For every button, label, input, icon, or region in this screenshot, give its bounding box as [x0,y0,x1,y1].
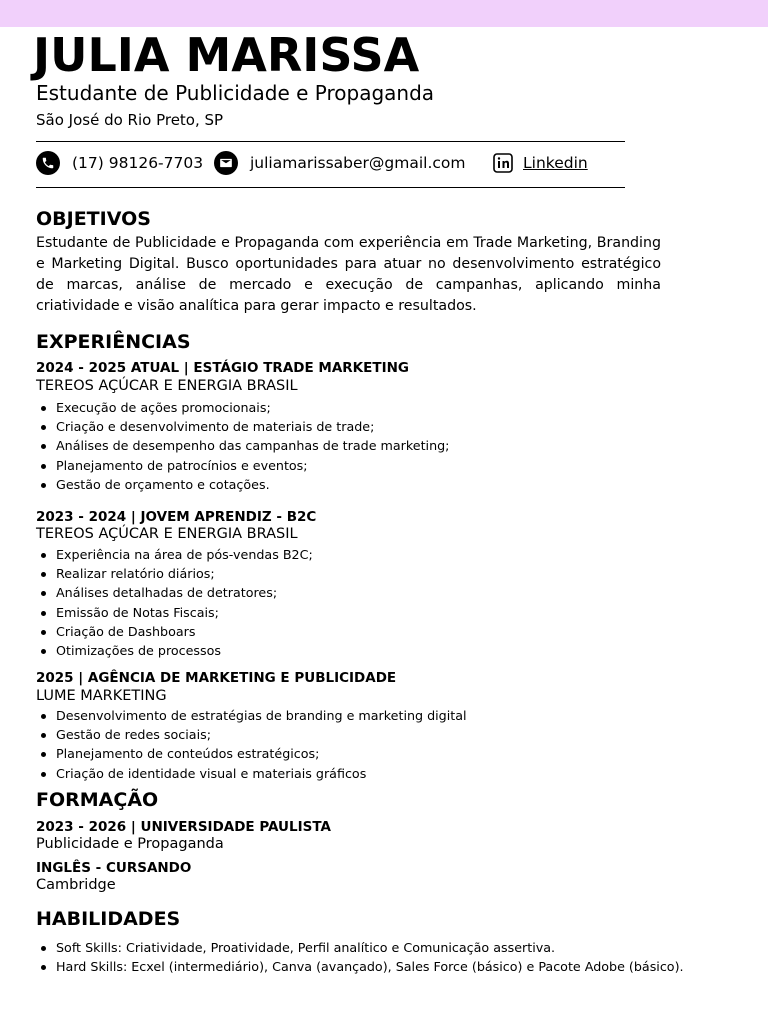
experience-company: TEREOS AÇÚCAR E ENERGIA BRASIL [36,526,298,542]
section-title-objetivos: OBJETIVOS [36,208,151,230]
section-title-formacao: FORMAÇÃO [36,789,159,811]
list-item: Criação e desenvolvimento de materiais de trade; [36,417,449,436]
education-heading: 2023 - 2026 | UNIVERSIDADE PAULISTA [36,819,331,835]
list-item: Análises de desempenho das campanhas de trade marketing; [36,436,449,455]
section-title-habilidades: HABILIDADES [36,908,181,930]
education-detail: Cambridge [36,877,116,893]
list-item: Experiência na área de pós-vendas B2C; [36,545,313,564]
list-item: Execução de ações promocionais; [36,398,449,417]
top-color-band [0,0,768,27]
list-item: Gestão de orçamento e cotações. [36,475,449,494]
experience-company: LUME MARKETING [36,688,167,704]
list-item: Criação de identidade visual e materiais gráficos [36,764,467,783]
list-item: Soft Skills: Criatividade, Proatividade, Perfil analítico e Comunicação assertiva. [36,938,684,957]
education-detail: Publicidade e Propaganda [36,836,224,852]
contact-phone[interactable] [36,150,203,176]
list-item: Hard Skills: Ecxel (intermediário), Canva (avançado), Sales Force (básico) e Pacote Adobe (básico). [36,957,684,976]
list-item: Criação de Dashboars [36,622,313,641]
objetivos-text: Estudante de Publicidade e Propaganda com experiência em Trade Marketing, Branding e Marketing Digital. Busco oportunidades para atuar no desenvolvimento estratégico de marcas, análise de mercado e execução de campanhas, aplicando minha criatividade e visão analítica para gerar impacto e resultados. [36,235,661,314]
experience-bullets [36,398,449,494]
experience-heading: 2023 - 2024 | JOVEM APRENDIZ - B2C [36,509,317,525]
divider-top [36,141,625,142]
phone-text: (17) 98126-7703 [72,154,204,172]
list-item: Gestão de redes sociais; [36,725,467,744]
list-item: Otimizações de processos [36,641,313,660]
linkedin-icon [493,153,513,173]
candidate-location: São José do Rio Preto, SP [36,111,224,129]
list-item: Planejamento de conteúdos estratégicos; [36,744,467,763]
experience-bullets [36,706,467,783]
experience-company: TEREOS AÇÚCAR E ENERGIA BRASIL [36,378,298,394]
candidate-name: JULIA MARISSA [33,28,420,82]
email-icon [214,151,238,175]
divider-bottom [36,187,625,188]
experience-heading: 2024 - 2025 ATUAL | ESTÁGIO TRADE MARKETING [36,360,409,376]
list-item: Análises detalhadas de detratores; [36,583,313,602]
phone-icon [36,151,60,175]
list-item: Emissão de Notas Fiscais; [36,603,313,622]
email-text: juliamarissaber@gmail.com [250,154,466,172]
experience-heading: 2025 | AGÊNCIA DE MARKETING E PUBLICIDADE [36,670,397,686]
section-title-experiencias: EXPERIÊNCIAS [36,331,191,353]
linkedin-link[interactable]: Linkedin [523,154,588,172]
contact-email[interactable] [214,150,466,176]
candidate-role: Estudante de Publicidade e Propaganda [36,81,435,105]
list-item: Desenvolvimento de estratégias de branding e marketing digital [36,706,467,725]
contact-linkedin[interactable] [493,150,588,176]
list-item: Planejamento de patrocínios e eventos; [36,456,449,475]
experience-bullets [36,545,313,660]
list-item: Realizar relatório diários; [36,564,313,583]
education-heading: INGLÊS - CURSANDO [36,860,192,876]
skills-bullets [36,938,684,976]
